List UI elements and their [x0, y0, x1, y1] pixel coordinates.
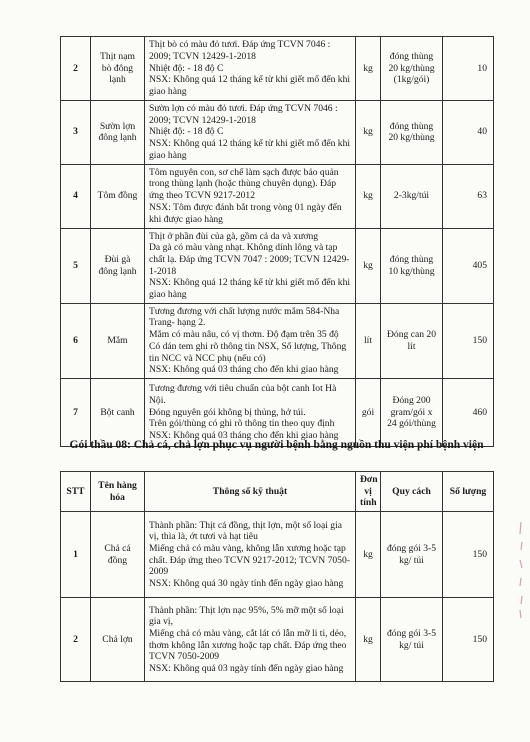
pack-cell: đóng gói 3-5 kg/ túi [381, 512, 443, 598]
spec-line: Trên gói/thùng có ghi rõ thông tin theo quy định [149, 418, 335, 430]
quantity-cell: 150 [443, 512, 494, 598]
stt-cell: 1 [61, 512, 91, 598]
spec-line: NSX: Không quá 03 tháng cho đến khi giao hàng [149, 430, 339, 441]
table-header-row [61, 472, 494, 512]
spec-line: Mắm có màu nâu, có vị thơm. Độ đạm trên 35 độ [149, 329, 339, 341]
spec-line: Miếng chả có màu vàng, cắt lát có lẫn mỡ li ti, dẻo, thơm không lẫn xương hoặc tạp chất. Đáp ứng theo TCVN 7050-2009 [149, 627, 347, 663]
package-08-table [60, 471, 494, 682]
header-qty: Số lượng [443, 472, 494, 512]
spec-line: NSX: Không quá 30 ngày tính đến ngày giao hàng [149, 578, 344, 590]
stt-cell: 5 [61, 228, 91, 303]
header-unit: Đơn vị tính [356, 472, 381, 512]
table-row [61, 228, 494, 303]
product-name-cell: Đùi gà đông lạnh [91, 228, 145, 303]
quantity-cell: 10 [443, 37, 494, 101]
spec-cell [145, 303, 356, 378]
table-row [61, 512, 494, 598]
unit-cell: kg [356, 228, 381, 303]
pack-cell: 2-3kg/túi [381, 164, 443, 228]
quantity-cell: 63 [443, 164, 494, 228]
product-name-cell: Chả lợn [91, 598, 145, 682]
table-row [61, 598, 494, 682]
product-name-cell: Sườn lợn đông lạnh [91, 101, 145, 165]
handwritten-mark [516, 520, 526, 620]
spec-line: Da gà có màu vàng nhạt. Không dính lông và tạp chất lạ. Đáp ứng TCVN 7047 : 2009; TCVN 12429-1-2018 [149, 242, 350, 277]
pack-cell: đóng thùng 20 kg/thùng (1kg/gói) [381, 37, 443, 101]
stt-cell: 6 [61, 303, 91, 378]
unit-cell: kg [356, 37, 381, 101]
header-spec: Thông số kỹ thuật [145, 472, 356, 512]
stt-cell: 2 [61, 598, 91, 682]
table-row [61, 37, 494, 101]
package-title: Gói thầu 08: Chả cá, chả lợn phục vụ người bệnh bằng nguồn thu viện phí bệnh viện [69, 439, 484, 451]
spec-line: Thịt ở phần đùi của gà, gồm cả da và xương [149, 230, 319, 242]
spec-line: Tôm nguyên con, sơ chế làm sạch được bảo quản trong thùng lạnh (hoặc thùng chuyên dụng). Đáp ứng theo TCVN 9217-2012 [149, 166, 339, 202]
spec-line: NSX: Không quá 03 ngày tính đến ngày giao hàng [149, 663, 344, 675]
stt-cell: 3 [61, 101, 91, 165]
spec-line: Thịt bò có màu đỏ tươi. Đáp ứng TCVN 7046 : 2009; TCVN 12429-1-2018 [149, 39, 331, 62]
spec-line: Có dán tem ghi rõ thông tin NSX, Số lượng, Thông tin NCC và NCC phụ (nếu có) [149, 340, 347, 364]
spec-cell [145, 512, 356, 598]
product-name-cell: Thịt nạm bò đông lạnh [91, 37, 145, 101]
spec-cell [145, 164, 356, 228]
product-name-cell: Tôm đồng [91, 164, 145, 228]
table-row [61, 164, 494, 228]
stt-cell: 7 [61, 378, 91, 446]
pack-cell: đóng thùng 20 kg/thùng [381, 101, 443, 165]
spec-line: NSX: Tôm được đánh bắt trong vòng 01 ngày đến khi được giao hàng [149, 201, 342, 225]
unit-cell: kg [356, 101, 381, 165]
spec-line: NSX: Không quá 03 tháng cho đến khi giao hàng [149, 364, 339, 376]
spec-line: NSX: Không quá 12 tháng kể từ khi giết mổ đến khi giao hàng [149, 138, 351, 161]
header-name: Tên hàng hóa [91, 472, 145, 512]
spec-line: Thành phần: Thịt cá đồng, thịt lợn, một số loại gia vị, thìa là, ớt tươi và hạt tiêu [149, 519, 343, 543]
stt-cell: 4 [61, 164, 91, 228]
quantity-cell: 150 [443, 303, 494, 378]
spec-line: Tương đương với chất lượng nước mắm 584-Nha Trang- hạng 2. [149, 305, 340, 329]
spec-cell [145, 37, 356, 101]
spec-line: Tương đương với tiêu chuẩn của bột canh Iot Hà Nội. [149, 383, 337, 406]
header-pack: Quy cách [381, 472, 443, 512]
product-name-cell: Bột canh [91, 378, 145, 446]
spec-line: NSX: Không quá 12 tháng kể từ khi giết mổ đến khi giao hàng [149, 277, 351, 301]
spec-cell [145, 101, 356, 165]
table-row [61, 303, 494, 378]
pack-cell: Đóng can 20 lít [381, 303, 443, 378]
pack-cell: Đóng 200 gram/gói x 24 gói/thùng [381, 378, 443, 446]
spec-line: NSX: Không quá 12 tháng kể từ khi giết mổ đến khi giao hàng [149, 74, 351, 98]
spec-line: Sườn lợn có màu đỏ tươi. Đáp ứng TCVN 7046 : 2009; TCVN 12429-1-2018 [149, 103, 338, 126]
quantity-cell: 40 [443, 101, 494, 165]
pack-cell: đóng gói 3-5 kg/ túi [381, 598, 443, 682]
spec-cell [145, 598, 356, 682]
spec-line: Miếng chả có màu vàng, không lẫn xương hoặc tạp chất. Đáp ứng theo TCVN 9217-2012; TCVN 7050-2009 [149, 542, 350, 578]
unit-cell: lít [356, 303, 381, 378]
unit-cell: gói [356, 378, 381, 446]
unit-cell: kg [356, 164, 381, 228]
spec-line: Thành phần: Thịt lợn nạc 95%, 5% mỡ một số loại gia vị, [149, 604, 344, 628]
quantity-cell: 150 [443, 598, 494, 682]
product-name-cell: Mắm [91, 303, 145, 378]
spec-line: Đóng nguyên gói không bị thủng, hở túi. [149, 406, 306, 418]
unit-cell: kg [356, 512, 381, 598]
header-stt: STT [61, 472, 91, 512]
unit-cell: kg [356, 598, 381, 682]
pack-cell: đóng thùng 10 kg/thùng [381, 228, 443, 303]
table-row [61, 101, 494, 165]
spec-cell [145, 228, 356, 303]
quantity-cell: 405 [443, 228, 494, 303]
spec-line: Nhiệt độ: - 18 độ C [149, 62, 224, 74]
spec-line: Nhiệt độ: - 18 độ C [149, 126, 224, 138]
product-name-cell: Chả cá đồng [91, 512, 145, 598]
stt-cell: 2 [61, 37, 91, 101]
product-table-continued [60, 36, 494, 447]
quantity-cell: 460 [443, 378, 494, 446]
